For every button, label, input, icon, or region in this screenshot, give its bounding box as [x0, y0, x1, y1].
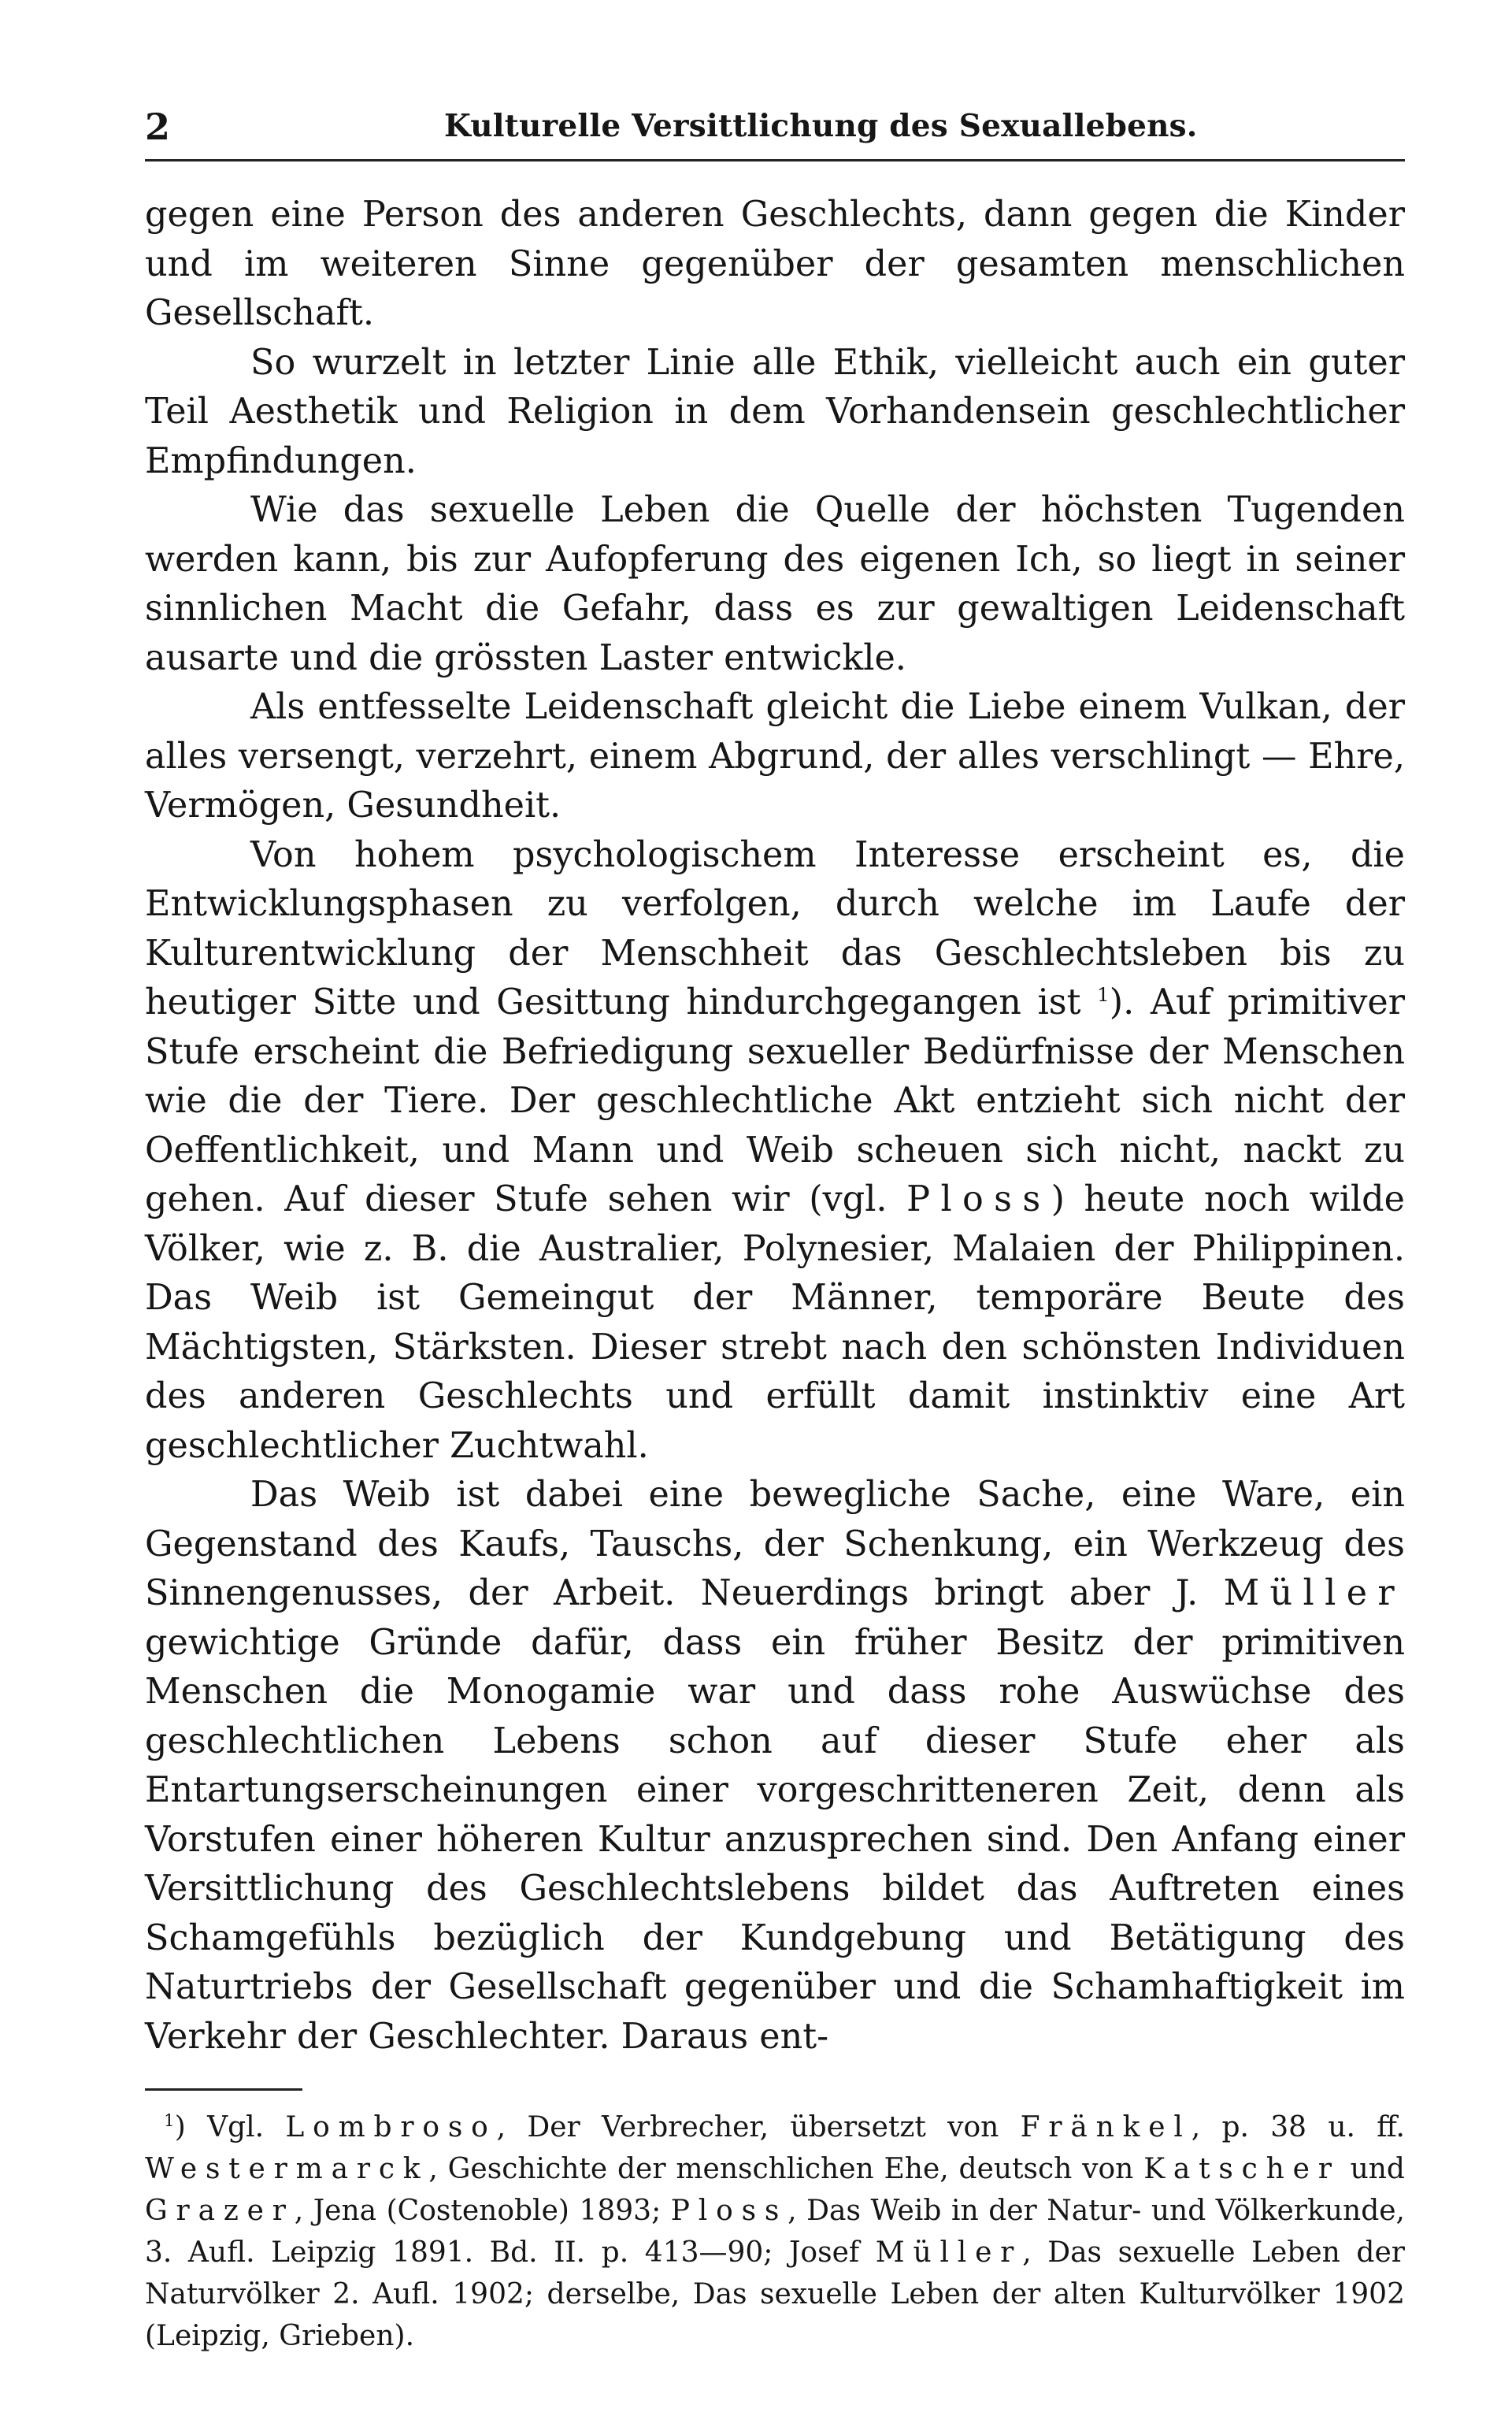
- text-run: , Geschichte der menschlichen Ehe, deutsch von: [428, 2153, 1134, 2185]
- text-run: , Das Weib in der Natur- und Völkerkunde, 3. Aufl. Leipzig 1891. Bd. II. p. 413—90; Josef: [145, 2195, 1405, 2269]
- running-head: [145, 102, 1405, 158]
- author-name: Westermarck: [145, 2153, 429, 2185]
- text-run: , Der Verbrecher, übersetzt von: [496, 2111, 999, 2143]
- paragraph: So wurzelt in letzter Linie alle Ethik, vielleicht auch ein guter Teil Aesthetik und Religion in dem Vorhandensein geschlechtlicher Empfindungen.: [145, 342, 1405, 481]
- text-run: , Jena (Costenoble) 1893;: [294, 2195, 662, 2227]
- author-name: Lombroso: [285, 2111, 497, 2143]
- author-name: Müller: [875, 2236, 1023, 2269]
- author-name: Katscher: [1143, 2153, 1340, 2185]
- paragraph: gegen eine Person des anderen Geschlechts, dann gegen die Kinder und im weiteren Sinne gegenüber der gesamten menschlichen Gesellschaft.: [145, 195, 1405, 333]
- footnotes: [145, 2106, 1405, 2357]
- text-run: , Das sexuelle Leben der Naturvölker 2. Aufl. 1902; derselbe, Das sexuelle Leben der alten Kulturvölker 1902 (Leipzig, Grieben).: [145, 2236, 1405, 2352]
- header-rule: [145, 159, 1405, 161]
- author-name: Müller: [1223, 1573, 1406, 1613]
- author-name: Fränkel: [1020, 2111, 1191, 2143]
- page-number: 2: [145, 106, 171, 148]
- author-name: Grazer: [145, 2195, 295, 2227]
- running-title: Kulturelle Versittlichung des Sexuallebens.: [444, 108, 1198, 144]
- text-run: ) Vgl.: [174, 2111, 265, 2143]
- paragraph: [145, 1471, 1405, 2062]
- text-run: ). Auf primitiver Stufe erscheint die Befriedigung sexueller Bedürfnisse der Menschen wie die der Tiere. Der geschlechtliche Akt entzieht sich nicht der Oeffentlichkeit, und Mann und Weib scheuen sich nicht, nackt zu gehen. Auf dieser Stufe sehen wir (vgl.: [145, 982, 1405, 1219]
- paragraph: [145, 831, 1405, 1472]
- text-run: Von hohem psychologischem Interesse erscheint es, die Entwicklungsphasen zu verfolgen, durch welche im Laufe der Kulturentwicklung der Menschheit das Geschlechtsleben bis zu heutiger Sitte und Gesittung hindurchgegangen ist: [145, 834, 1405, 1023]
- author-name: Ploss: [906, 1179, 1051, 1219]
- text-run: gewichtige Gründe dafür, dass ein früher Besitz der primitiven Menschen die Monogamie war und dass rohe Auswüchse des geschlechtlichen Lebens schon auf dieser Stufe eher als Entartungserscheinungen einer vorgeschritteneren Zeit, denn als Vorstufen einer höheren Kultur anzusprechen sind. Den Anfang einer Versittlichung des Geschlechtslebens bildet das Auftreten eines Schamgefühls bezüglich der Kundgebung und Betätigung des Naturtriebs der Gesellschaft gegenüber und die Schamhaftigkeit im Verkehr der Geschlechter. Daraus ent-: [145, 1622, 1405, 2057]
- footnote: [145, 2106, 1405, 2357]
- text-run: Das Weib ist dabei eine bewegliche Sache, eine Ware, ein Gegenstand des Kaufs, Tauschs, der Schenkung, ein Werkzeug des Sinnengenusses, der Arbeit. Neuerdings bringt aber J.: [145, 1475, 1405, 1613]
- footnote-marker: 1: [164, 2111, 175, 2131]
- book-page: [145, 102, 1405, 2357]
- author-name: Ploss: [670, 2195, 788, 2227]
- text-run: ) heute noch wilde Völker, wie z. B. die Australier, Polynesier, Malaien der Philippinen. Das Weib ist Gemeingut der Männer, temporäre Beute des Mächtigsten, Stärksten. Dieser strebt nach den schönsten Individuen des anderen Geschlechts und erfüllt damit instinktiv eine Art geschlechtlicher Zuchtwahl.: [145, 1179, 1405, 1466]
- text-run: , p. 38 u. ff.: [1191, 2111, 1405, 2143]
- text-run: und: [1350, 2153, 1405, 2185]
- body-text: [145, 191, 1405, 2062]
- footnote-reference: 1: [1097, 983, 1110, 1007]
- footnote-rule: [145, 2088, 302, 2091]
- paragraph: Wie das sexuelle Leben die Quelle der höchsten Tugenden werden kann, bis zur Aufopferung des eigenen Ich, so liegt in seiner sinnlichen Macht die Gefahr, dass es zur gewaltigen Leidenschaft ausarte und die grössten Laster entwickle.: [145, 490, 1405, 678]
- paragraph: Als entfesselte Leidenschaft gleicht die Liebe einem Vulkan, der alles versengt, verzehrt, einem Abgrund, der alles verschlingt — Ehre, Vermögen, Gesundheit.: [145, 687, 1405, 826]
